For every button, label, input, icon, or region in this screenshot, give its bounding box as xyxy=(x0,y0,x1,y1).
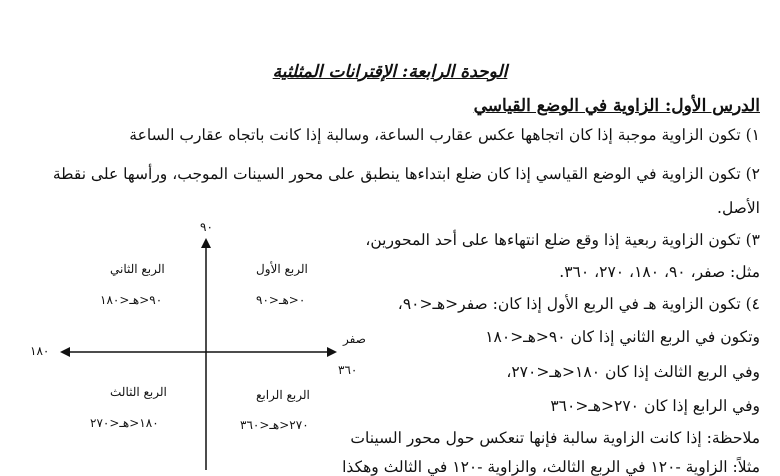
text-line-11: مثلاً: الزاوية -١٢٠ في الربع الثالث، والزاوية -١٢٠ في الثالث وهكذا xyxy=(342,458,760,476)
text-line-7: وتكون في الربع الثاني إذا كان ٩٠<هـ<١٨٠ xyxy=(485,328,760,346)
q2-name: الربع الثاني xyxy=(110,262,165,276)
unit-title: الوحدة الرابعة: الإقترانات المثلثية xyxy=(272,62,508,82)
axis-label-360: ٣٦٠ xyxy=(338,363,358,377)
text-line-1: ١) تكون الزاوية موجبة إذا كان اتجاهها عكس عقارب الساعة، وسالبة إذا كانت باتجاه عقارب الساعة xyxy=(129,126,760,144)
axis-label-180: ١٨٠ xyxy=(30,344,50,358)
q3-range: ١٨٠<هـ<٢٧٠ xyxy=(90,416,159,430)
quadrant-diagram xyxy=(20,220,390,470)
axis-label-90: ٩٠ xyxy=(200,220,213,234)
text-line-6: ٤) تكون الزاوية هـ في الربع الأول إذا كان: صفر<هـ<٩٠، xyxy=(397,295,760,313)
text-line-9: وفي الرابع إذا كان ٢٧٠<هـ<٣٦٠ xyxy=(550,397,760,415)
text-line-10: ملاحظة: إذا كانت الزاوية سالبة فإنها تنعكس حول محور السينات xyxy=(350,429,760,447)
axis-label-zero: صفر xyxy=(343,332,366,346)
q4-range: ٢٧٠<هـ<٣٦٠ xyxy=(240,418,309,432)
lesson-title: الدرس الأول: الزاوية في الوضع القياسي xyxy=(473,96,760,116)
q3-name: الربع الثالث xyxy=(110,385,167,399)
q4-name: الربع الرابع xyxy=(256,388,310,402)
text-line-2: ٢) تكون الزاوية في الوضع القياسي إذا كان ضلع ابتداءها ينطبق على محور السينات الموجب، ورأسها على نقطة xyxy=(52,165,760,183)
text-line-4: ٣) تكون الزاوية ربعية إذا وقع ضلع انتهاءها على أحد المحورين، xyxy=(365,231,760,249)
q2-range: ٩٠<هـ<١٨٠ xyxy=(100,293,163,307)
text-line-3: الأصل. xyxy=(717,199,760,217)
q1-name: الربع الأول xyxy=(256,262,308,276)
text-line-5: مثل: صفر، ٩٠، ١٨٠، ٢٧٠، ٣٦٠. xyxy=(559,263,760,281)
q1-range: ٠<هـ<٩٠ xyxy=(256,293,306,307)
text-line-8: وفي الربع الثالث إذا كان ١٨٠<هـ<٢٧٠، xyxy=(506,363,760,381)
axes-svg xyxy=(20,220,390,470)
